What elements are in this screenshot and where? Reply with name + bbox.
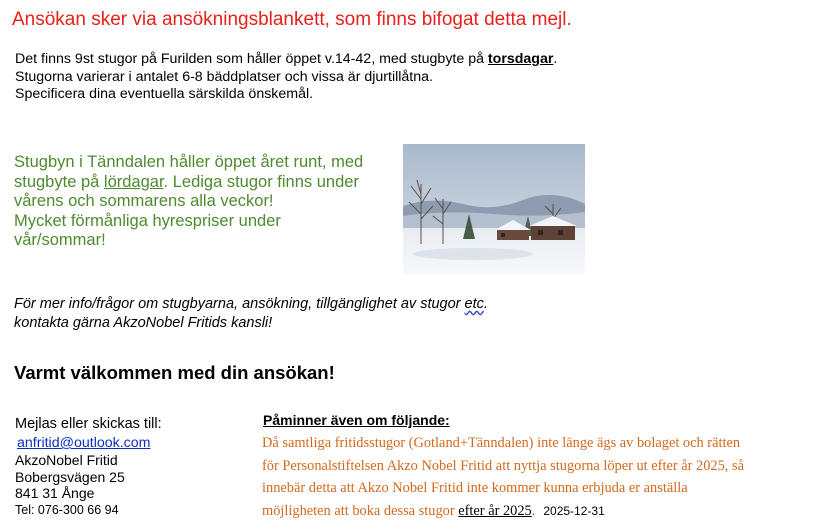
reminder-deadline: efter år 2025 bbox=[458, 502, 532, 519]
welcome-heading: Varmt välkommen med din ansökan! bbox=[14, 362, 335, 383]
tanndalen-line2-end: . Lediga stugor finns under bbox=[163, 172, 359, 191]
tanndalen-line2-text: stugbyte på bbox=[14, 172, 104, 191]
reminder-line3: innebär detta att Akzo Nobel Fritid inte kommer kunna erbjuda er anställa bbox=[262, 480, 688, 496]
reminder-line4-text: möjligheten att boka dessa stugor bbox=[262, 502, 459, 519]
reminder-date: 2025-12-31 bbox=[543, 503, 605, 518]
contact-street: Bobergsvägen 25 bbox=[15, 468, 125, 485]
reminder-line4-end: . bbox=[531, 502, 536, 519]
tanndalen-info bbox=[14, 153, 363, 251]
tanndalen-line5: vår/sommar! bbox=[14, 231, 106, 250]
contact-name: AkzoNobel Fritid bbox=[15, 452, 118, 468]
furilden-info bbox=[15, 51, 557, 104]
furilden-day: torsdagar bbox=[487, 51, 554, 67]
header-notice: Ansökan sker via ansökningsblankett, som finns bifogat detta mejl. bbox=[12, 9, 572, 30]
furilden-line2: Stugorna varierar i antalet 6-8 bäddplatser och vissa är djurtillåtna. bbox=[15, 68, 433, 85]
winter-cabins-photo bbox=[403, 144, 585, 274]
tanndalen-day: lördagar bbox=[103, 172, 164, 191]
reminder-line1: Då samtliga fritidsstugor (Gotland+Tänndalen) inte länge ägs av bolaget och rätten bbox=[262, 435, 741, 451]
info-line2: kontakta gärna AkzoNobel Fritids kansli! bbox=[14, 315, 273, 331]
contact-postal: 841 31 Ånge bbox=[15, 485, 95, 501]
furilden-line3: Specificera dina eventuella särskilda önskemål. bbox=[15, 86, 314, 102]
reminder-line2: för Personalstiftelsen Akzo Nobel Fritid att nyttja stugorna löper ut efter år 2025, så bbox=[262, 457, 744, 474]
furilden-line1-text: Det finns 9st stugor på Furilden som håller öppet v.14-42, med stugbyte på bbox=[15, 51, 488, 67]
info-line1-end: . bbox=[483, 296, 488, 312]
reminder-text bbox=[262, 432, 744, 522]
info-line1-text: För mer info/frågor om stugbyarna, ansökning, tillgänglighet av stugor bbox=[14, 296, 465, 312]
tanndalen-line3: vårens och sommarens alla veckor! bbox=[14, 192, 274, 211]
tanndalen-line1: Stugbyn i Tänndalen håller öppet året runt, med bbox=[14, 153, 364, 171]
reminder-heading: Påminner även om följande: bbox=[263, 412, 450, 428]
info-contact-text bbox=[14, 295, 488, 333]
furilden-line1-end: . bbox=[553, 51, 558, 67]
info-etc: etc bbox=[464, 296, 484, 312]
contact-label: Mejlas eller skickas till: bbox=[15, 416, 162, 432]
email-link[interactable]: anfritid@outlook.com bbox=[17, 435, 151, 451]
contact-phone: Tel: 076-300 66 94 bbox=[15, 502, 119, 517]
postal-address bbox=[15, 452, 125, 518]
tanndalen-line4: Mycket förmånliga hyrespriser under bbox=[14, 211, 281, 230]
